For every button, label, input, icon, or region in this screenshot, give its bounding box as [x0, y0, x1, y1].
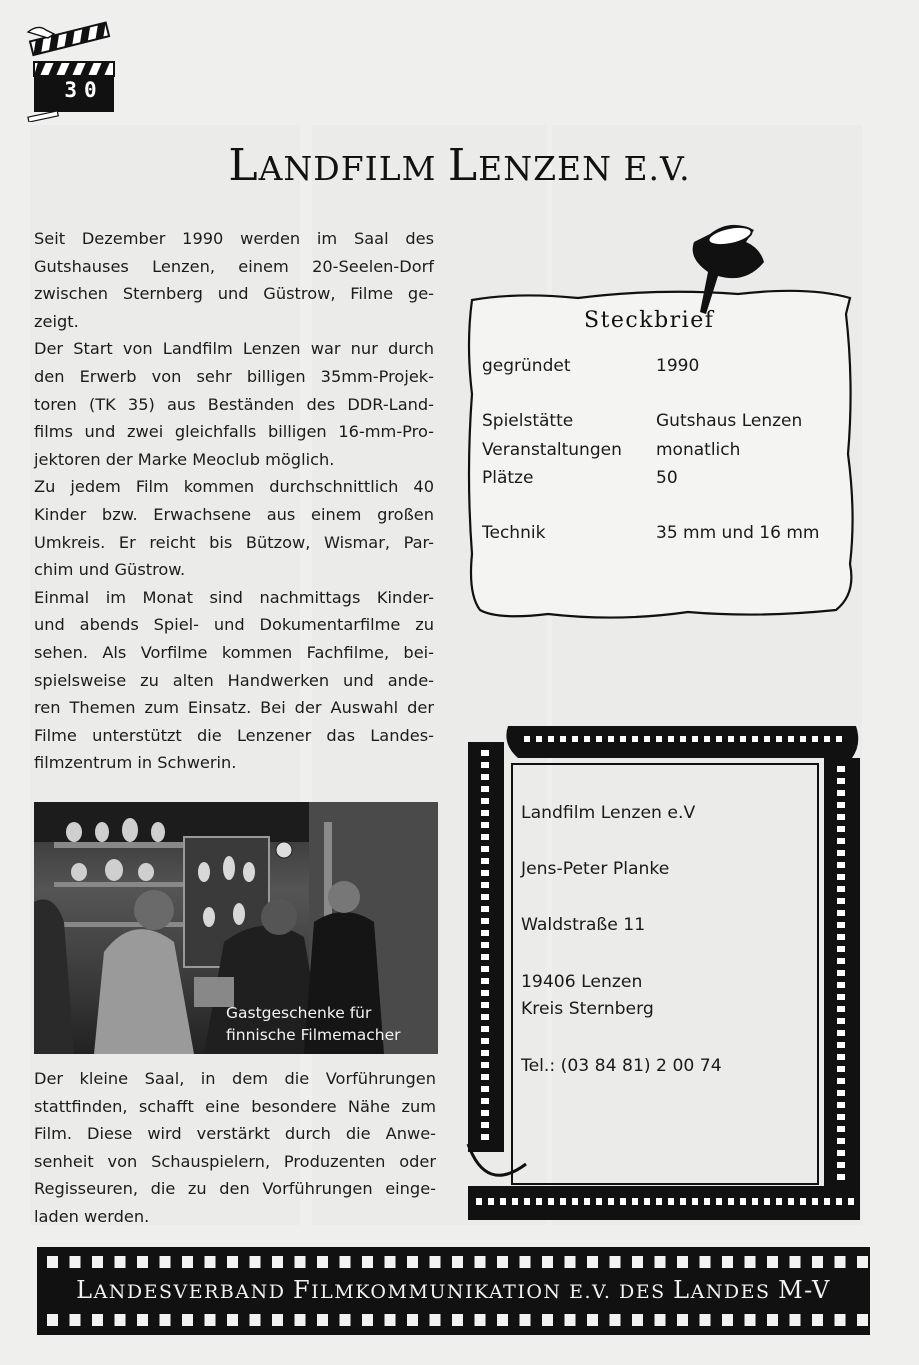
body-line: Umkreis. Er reicht bis Bützow, Wismar, Par- — [34, 532, 434, 552]
sprocket-hole — [824, 736, 830, 742]
footer-text: L — [673, 1276, 691, 1304]
sprocket-hole — [764, 736, 770, 742]
sprocket-hole — [800, 736, 806, 742]
body-line: toren (TK 35) aus Beständen des DDR-Land- — [34, 394, 434, 414]
sprocket-hole — [481, 990, 489, 996]
address-district: Kreis Sternberg — [521, 999, 654, 1019]
sprocket-hole — [752, 736, 758, 742]
sprocket-hole — [565, 1314, 576, 1326]
steckbrief-title: Steckbrief — [584, 308, 715, 333]
footer-banner-text — [37, 1276, 870, 1304]
sprocket-hole — [837, 922, 845, 928]
sprocket-hole — [812, 1198, 818, 1205]
sprocket-hole — [385, 1256, 396, 1268]
sprocket-hole — [481, 1014, 489, 1020]
sprocket-hole — [560, 1198, 566, 1205]
sprocket-hole — [481, 858, 489, 864]
sprocket-hole — [745, 1256, 756, 1268]
sprocket-hole — [520, 1256, 531, 1268]
sprocket-hole — [812, 1256, 823, 1268]
sprocket-hole — [632, 1314, 643, 1326]
sprocket-hole — [250, 1256, 261, 1268]
sprocket-hole — [272, 1256, 283, 1268]
body-line: sehen. Als Vorfilme kommen Fachfilme, bei- — [34, 642, 434, 662]
sprocket-hole — [837, 946, 845, 952]
sprocket-hole — [481, 1110, 489, 1116]
sprocket-hole — [536, 736, 542, 742]
sprocket-hole — [560, 736, 566, 742]
sprocket-hole — [481, 1002, 489, 1008]
sprocket-hole — [92, 1256, 103, 1268]
address-organisation: Landfilm Lenzen e.V — [521, 803, 696, 823]
sprocket-hole — [722, 1256, 733, 1268]
sprocket-hole — [497, 1256, 508, 1268]
sprocket-hole — [227, 1314, 238, 1326]
sprocket-hole — [837, 1030, 845, 1036]
sprocket-hole — [475, 1256, 486, 1268]
sprocket-hole — [524, 736, 530, 742]
body-line: zeigt. — [34, 311, 79, 331]
photo-caption — [226, 1002, 426, 1046]
sprocket-hole — [70, 1256, 81, 1268]
sprocket-hole — [837, 1054, 845, 1060]
sprocket-hole — [572, 1198, 578, 1205]
sprocket-hole — [837, 1102, 845, 1108]
sprocket-hole — [837, 1078, 845, 1084]
footer-text: ANDES — [690, 1281, 779, 1303]
sprocket-hole — [182, 1256, 193, 1268]
sprocket-hole — [728, 736, 734, 742]
sprocket-hole — [584, 1198, 590, 1205]
sprocket-hole — [677, 1256, 688, 1268]
body-line: und abends Spiel- und Dokumentarfilme zu — [34, 615, 434, 635]
sprocket-hole — [481, 942, 489, 948]
address-phone: Tel.: (03 84 81) 2 00 74 — [521, 1056, 722, 1076]
body-line: Seit Dezember 1990 werden im Saal des — [34, 229, 434, 248]
sprocket-hole — [407, 1256, 418, 1268]
sprocket-hole — [481, 930, 489, 936]
sprocket-hole — [497, 1314, 508, 1326]
sprocket-hole — [837, 802, 845, 808]
sprocket-hole — [836, 1198, 842, 1205]
sprocket-hole — [500, 1198, 506, 1205]
sprocket-hole — [692, 1198, 698, 1205]
sprocket-hole — [565, 1256, 576, 1268]
caption-line: Gastgeschenke für — [226, 1004, 372, 1022]
sprocket-hole — [680, 736, 686, 742]
sprocket-hole — [745, 1314, 756, 1326]
sprocket-hole — [481, 966, 489, 972]
sprocket-hole — [632, 1256, 643, 1268]
sprocket-hole — [837, 766, 845, 772]
title-text: E.V. — [623, 149, 691, 188]
sprocket-hole — [481, 1038, 489, 1044]
sprocket-hole — [837, 790, 845, 796]
sprocket-hole — [572, 736, 578, 742]
body-line: jektoren der Marke Meoclub möglich. — [34, 449, 335, 469]
clapperboard-icon — [26, 16, 122, 122]
sprocket-hole — [837, 778, 845, 784]
sprocket-hole — [512, 1198, 518, 1205]
footer-text: E.V. DES — [569, 1281, 674, 1303]
sprocket-hole — [704, 1198, 710, 1205]
sprocket-hole — [137, 1256, 148, 1268]
body-line: Regisseuren, die zu den Vorführungen einge- — [34, 1179, 436, 1199]
sprocket-hole — [837, 910, 845, 916]
steckbrief-label: Spielstätte — [482, 411, 574, 431]
sprocket-hole — [837, 934, 845, 940]
page-number: 30 — [64, 78, 104, 102]
title-text: L — [228, 140, 259, 191]
sprocket-hole — [788, 736, 794, 742]
steckbrief-value: 1990 — [656, 356, 700, 376]
sprocket-hole — [668, 736, 674, 742]
sprocket-hole — [837, 994, 845, 1000]
sprocket-hole — [47, 1256, 58, 1268]
sprocket-hole — [481, 1134, 489, 1140]
sprocket-hole — [182, 1314, 193, 1326]
sprocket-hole — [837, 874, 845, 880]
sprocket-hole — [837, 1006, 845, 1012]
article-body — [34, 225, 434, 777]
sprocket-hole — [716, 1198, 722, 1205]
sprocket-hole — [655, 1256, 666, 1268]
sprocket-hole — [752, 1198, 758, 1205]
sprocket-hole — [837, 982, 845, 988]
sprocket-hole — [632, 736, 638, 742]
sprocket-hole — [824, 1198, 830, 1205]
sprocket-hole — [587, 1256, 598, 1268]
sprocket-hole — [272, 1314, 283, 1326]
sprocket-hole — [476, 1198, 482, 1205]
sprocket-hole — [430, 1314, 441, 1326]
sprocket-hole — [481, 774, 489, 780]
sprocket-hole — [137, 1314, 148, 1326]
photo — [34, 802, 438, 1054]
sprocket-hole — [481, 870, 489, 876]
sprocket-hole — [837, 1138, 845, 1144]
sprocket-hole — [205, 1314, 216, 1326]
sprocket-hole — [700, 1256, 711, 1268]
sprocket-hole — [295, 1256, 306, 1268]
sprocket-hole — [47, 1314, 58, 1326]
sprocket-hole — [587, 1314, 598, 1326]
sprocket-hole — [481, 786, 489, 792]
sprocket-hole — [407, 1314, 418, 1326]
sprocket-hole — [644, 736, 650, 742]
steckbrief-value: Gutshaus Lenzen — [656, 411, 803, 431]
body-line: spielsweise zu alten Handwerken und ande- — [34, 670, 434, 690]
steckbrief-label: gegründet — [482, 356, 571, 376]
body-line: Kinder bzw. Erwachsene aus einem großen — [34, 504, 434, 524]
sprocket-hole — [644, 1198, 650, 1205]
sprocket-hole — [704, 736, 710, 742]
sprocket-hole — [837, 814, 845, 820]
sprocket-hole — [115, 1256, 126, 1268]
sprocket-hole — [452, 1256, 463, 1268]
body-line: laden werden. — [34, 1206, 150, 1226]
sprocket-hole — [837, 1066, 845, 1072]
sprocket-hole — [481, 882, 489, 888]
sprocket-hole — [481, 894, 489, 900]
sprocket-hole — [340, 1256, 351, 1268]
body-line: ren Themen zum Einsatz. Bei der Auswahl der — [34, 698, 434, 718]
sprocket-hole — [812, 1314, 823, 1326]
sprocket-hole — [692, 736, 698, 742]
sprocket-hole — [481, 918, 489, 924]
sprocket-hole — [608, 736, 614, 742]
sprocket-hole — [160, 1256, 171, 1268]
sprocket-hole — [610, 1256, 621, 1268]
caption-line: finnische Filmemacher — [226, 1026, 401, 1044]
sprocket-hole — [295, 1314, 306, 1326]
sprocket-hole — [632, 1198, 638, 1205]
sprocket-hole — [837, 1162, 845, 1168]
sprocket-hole — [481, 762, 489, 768]
body-line: zwischen Sternberg und Güstrow, Filme ge- — [34, 284, 434, 304]
sprocket-hole — [596, 736, 602, 742]
sprocket-hole — [160, 1314, 171, 1326]
sprocket-hole — [481, 1086, 489, 1092]
sprocket-hole — [481, 1050, 489, 1056]
sprocket-hole — [481, 1062, 489, 1068]
sprocket-hole — [837, 826, 845, 832]
steckbrief-value: 35 mm und 16 mm — [656, 523, 820, 543]
sprocket-hole — [656, 1198, 662, 1205]
sprocket-hole — [680, 1198, 686, 1205]
body-line: Gutshauses Lenzen, einem 20-Seelen-Dorf — [34, 256, 434, 276]
sprocket-hole — [790, 1314, 801, 1326]
sprocket-hole — [481, 750, 489, 756]
sprocket-hole — [837, 1126, 845, 1132]
sprocket-hole — [764, 1198, 770, 1205]
sprocket-hole — [837, 838, 845, 844]
footer-text: ILMKOMMUNIKATION — [311, 1281, 570, 1303]
sprocket-hole — [481, 834, 489, 840]
sprocket-hole — [740, 1198, 746, 1205]
sprocket-hole — [584, 736, 590, 742]
sprocket-hole — [362, 1314, 373, 1326]
steckbrief-label: Veranstaltungen — [482, 440, 622, 460]
sprocket-hole — [430, 1256, 441, 1268]
steckbrief-value: monatlich — [656, 440, 741, 460]
article-body-continued — [34, 1065, 436, 1231]
sprocket-hole — [362, 1256, 373, 1268]
sprocket-hole — [520, 1314, 531, 1326]
body-line: films und zwei gleichfalls billigen 16-mm-Pro- — [34, 422, 434, 442]
sprocket-hole — [385, 1314, 396, 1326]
body-line: filmzentrum in Schwerin. — [34, 753, 237, 773]
body-line: Der kleine Saal, in dem die Vorführungen — [34, 1069, 436, 1088]
sprocket-hole — [610, 1314, 621, 1326]
sprocket-hole — [548, 736, 554, 742]
title-text: L — [447, 140, 479, 191]
sprocket-hole — [728, 1198, 734, 1205]
sprocket-hole — [205, 1256, 216, 1268]
sprocket-hole — [837, 1150, 845, 1156]
sprocket-hole — [716, 736, 722, 742]
sprocket-hole — [481, 1098, 489, 1104]
sprocket-hole — [70, 1314, 81, 1326]
sprocket-hole — [837, 970, 845, 976]
address-person: Jens-Peter Planke — [521, 859, 670, 879]
sprocket-hole — [227, 1256, 238, 1268]
footer-text: L — [76, 1276, 94, 1304]
sprocket-hole — [837, 1018, 845, 1024]
body-line: Film. Diese wird verstärkt durch die Anwe- — [34, 1124, 436, 1144]
steckbrief-value: 50 — [656, 468, 678, 488]
body-line: senheit von Schauspielern, Produzenten oder — [34, 1151, 436, 1171]
sprocket-hole — [340, 1314, 351, 1326]
address-street: Waldstraße 11 — [521, 915, 646, 935]
sprocket-hole — [837, 958, 845, 964]
sprocket-hole — [837, 1114, 845, 1120]
sprocket-hole — [776, 1198, 782, 1205]
sprocket-hole — [524, 1198, 530, 1205]
sprocket-hole — [620, 736, 626, 742]
sprocket-hole — [836, 736, 842, 742]
sprocket-hole — [700, 1314, 711, 1326]
sprocket-hole — [475, 1314, 486, 1326]
sprocket-hole — [481, 978, 489, 984]
sprocket-hole — [788, 1198, 794, 1205]
title-text: ENZEN — [478, 149, 624, 188]
footer-text: M-V — [778, 1276, 831, 1304]
body-line: chim und Güstrow. — [34, 560, 186, 580]
body-line: den Erwerb von sehr billigen 35mm-Projek- — [34, 366, 434, 386]
sprocket-hole — [542, 1256, 553, 1268]
sprocket-hole — [608, 1198, 614, 1205]
sprocket-hole — [481, 846, 489, 852]
sprocket-hole — [740, 736, 746, 742]
sprocket-hole — [837, 862, 845, 868]
sprocket-hole — [481, 822, 489, 828]
sprocket-hole — [250, 1314, 261, 1326]
sprocket-hole — [481, 906, 489, 912]
sprocket-hole — [596, 1198, 602, 1205]
body-line: Einmal im Monat sind nachmittags Kinder- — [34, 587, 434, 607]
footer-text: F — [293, 1276, 312, 1304]
sprocket-hole — [790, 1256, 801, 1268]
sprocket-hole — [317, 1256, 328, 1268]
title-text: ANDFILM — [258, 149, 448, 188]
sprocket-hole — [837, 886, 845, 892]
sprocket-hole — [767, 1256, 778, 1268]
sprocket-hole — [857, 1314, 868, 1326]
sprocket-hole — [115, 1314, 126, 1326]
sprocket-hole — [481, 954, 489, 960]
sprocket-hole — [488, 1198, 494, 1205]
page-title — [0, 140, 919, 191]
sprocket-hole — [536, 1198, 542, 1205]
sprocket-hole — [776, 736, 782, 742]
sprocket-hole — [481, 810, 489, 816]
sprocket-hole — [837, 1174, 845, 1180]
sprocket-hole — [837, 1090, 845, 1096]
sprocket-hole — [722, 1314, 733, 1326]
sprocket-hole — [620, 1198, 626, 1205]
footer-text: ANDESVERBAND — [93, 1281, 294, 1303]
sprocket-hole — [92, 1314, 103, 1326]
sprocket-hole — [481, 1026, 489, 1032]
sprocket-hole — [481, 798, 489, 804]
sprocket-hole — [481, 1122, 489, 1128]
body-line: Filme unterstützt die Lenzener das Landes- — [34, 725, 434, 745]
sprocket-hole — [317, 1314, 328, 1326]
sprocket-hole — [481, 1074, 489, 1080]
sprocket-hole — [677, 1314, 688, 1326]
sprocket-hole — [800, 1198, 806, 1205]
body-line: Zu jedem Film kommen durchschnittlich 40 — [34, 477, 434, 497]
steckbrief-label: Technik — [482, 523, 546, 543]
sprocket-hole — [655, 1314, 666, 1326]
sprocket-hole — [812, 736, 818, 742]
sprocket-hole — [848, 1198, 854, 1205]
sprocket-hole — [835, 1314, 846, 1326]
sprocket-hole — [837, 850, 845, 856]
body-line: Der Start von Landfilm Lenzen war nur durch — [34, 339, 434, 359]
sprocket-hole — [452, 1314, 463, 1326]
steckbrief-frame — [458, 214, 864, 654]
body-line: stattfinden, schafft eine besondere Nähe zum — [34, 1096, 436, 1116]
sprocket-hole — [542, 1314, 553, 1326]
sprocket-hole — [767, 1314, 778, 1326]
sprocket-hole — [656, 736, 662, 742]
sprocket-hole — [837, 1042, 845, 1048]
sprocket-hole — [668, 1198, 674, 1205]
steckbrief-label: Plätze — [482, 468, 534, 488]
sprocket-hole — [837, 898, 845, 904]
address-city: 19406 Lenzen — [521, 972, 643, 992]
sprocket-hole — [548, 1198, 554, 1205]
sprocket-hole — [835, 1256, 846, 1268]
sprocket-hole — [857, 1256, 868, 1268]
